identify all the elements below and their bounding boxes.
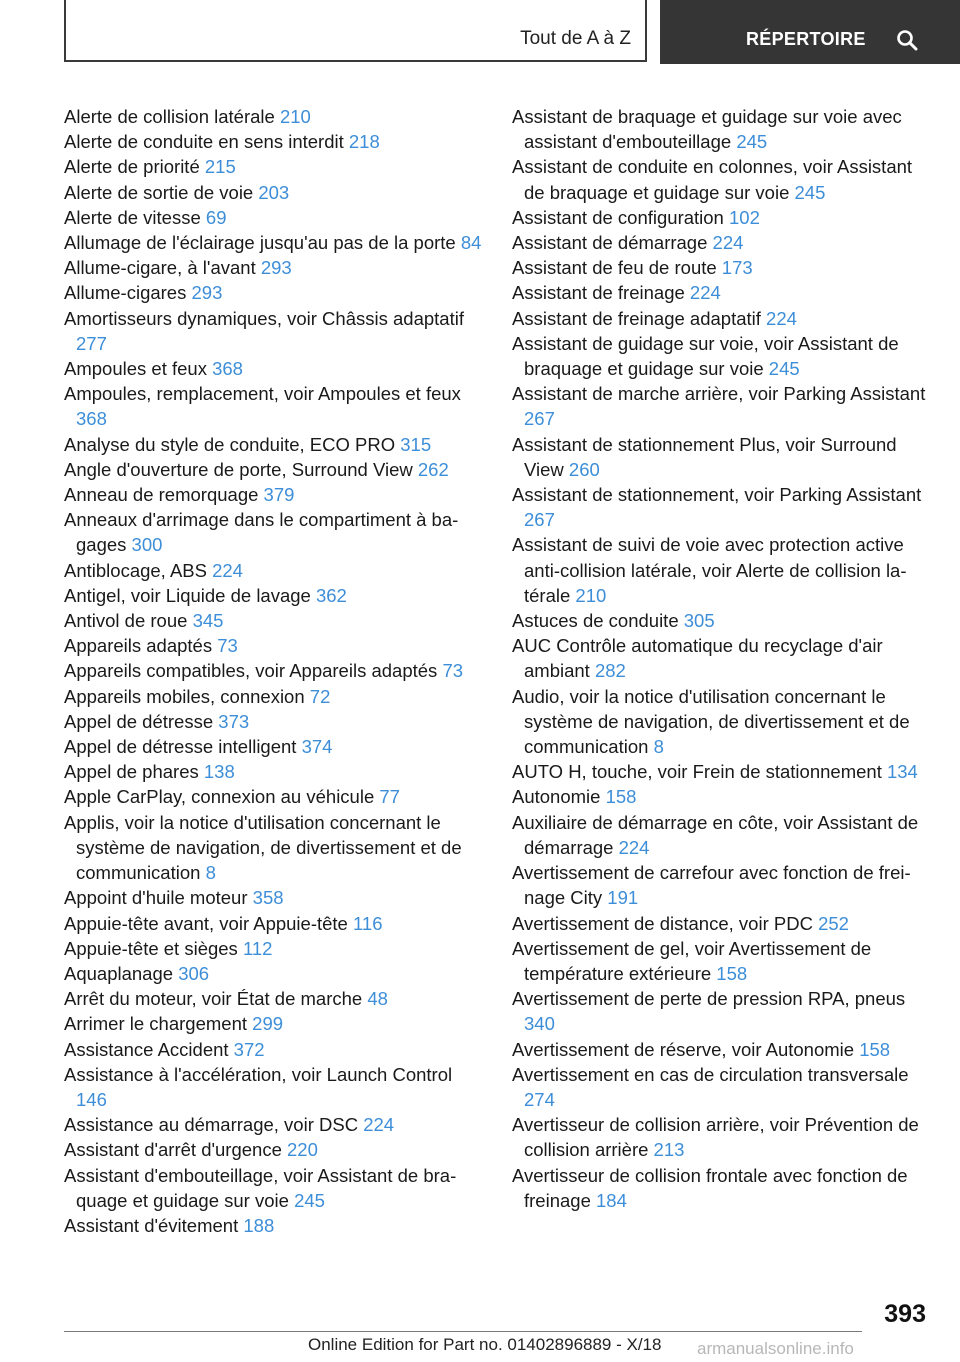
- index-entry: [64, 129, 482, 154]
- index-page-link[interactable]: 218: [348, 131, 380, 153]
- index-entry: [512, 331, 932, 381]
- index-page-link[interactable]: 210: [575, 584, 607, 606]
- index-entry: [64, 810, 482, 886]
- index-entry-text: Assistant de configuration: [512, 206, 724, 228]
- index-page-link[interactable]: 203: [258, 181, 290, 203]
- index-entry: [64, 633, 482, 658]
- index-entry-text: Avertissement de distance, voir PDC: [512, 912, 813, 934]
- index-entry: [512, 1163, 932, 1213]
- index-entry-text: Appareils compatibles, voir Appareils adaptés: [64, 660, 438, 682]
- index-page-link[interactable]: 262: [417, 458, 449, 480]
- index-entry: [64, 180, 482, 205]
- index-entry: [512, 759, 932, 784]
- index-entry-text: Allume-cigares: [64, 282, 187, 304]
- index-page-link[interactable]: 213: [653, 1139, 685, 1161]
- index-entry-text: Arrêt du moteur, voir État de marche: [64, 988, 363, 1010]
- index-entry-text: AUTO H, touche, voir Frein de stationnement: [512, 761, 882, 783]
- index-entry: [64, 381, 482, 431]
- index-page-link[interactable]: 191: [607, 887, 639, 909]
- tab-a-to-z[interactable]: [64, 0, 647, 62]
- index-entry: [512, 482, 932, 532]
- index-entry: [64, 784, 482, 809]
- index-column-right: [512, 104, 932, 1213]
- index-page-link[interactable]: 134: [886, 761, 918, 783]
- index-page-link[interactable]: 84: [460, 232, 482, 254]
- index-page-link[interactable]: 372: [233, 1038, 265, 1060]
- index-page-link[interactable]: 48: [367, 988, 388, 1010]
- index-page-link[interactable]: 215: [204, 156, 236, 178]
- index-page-link[interactable]: 300: [131, 534, 163, 556]
- index-page-link[interactable]: 340: [524, 1013, 555, 1035]
- index-entry: [512, 230, 932, 255]
- index-entry: [64, 1112, 482, 1137]
- index-entry: [512, 911, 932, 936]
- index-entry-text: Alerte de vitesse: [64, 206, 201, 228]
- index-entry: [64, 709, 482, 734]
- index-entry: [64, 759, 482, 784]
- index-entry-text: Appuie-tête et sièges: [64, 937, 238, 959]
- index-page-link[interactable]: 345: [192, 610, 224, 632]
- index-page-link[interactable]: 267: [524, 509, 555, 531]
- index-page-link[interactable]: 245: [768, 358, 800, 380]
- index-page-link[interactable]: 8: [653, 736, 664, 758]
- index-entry-text: Avertissement de perte de pression RPA, pneus: [512, 988, 906, 1010]
- index-page-link[interactable]: 224: [712, 232, 744, 254]
- index-entry-text: Appuie-tête avant, voir Appuie-tête: [64, 912, 348, 934]
- index-entry-text: Autonomie: [512, 786, 601, 808]
- index-entry-text: Assistant de guidage sur voie, voir Assistant de braquage et guidage sur voie: [512, 332, 899, 380]
- index-page-link[interactable]: 306: [178, 962, 210, 984]
- page-number: 393: [884, 1300, 926, 1328]
- index-entry-text: Aquaplanage: [64, 962, 174, 984]
- index-entry: [64, 482, 482, 507]
- index-entry-text: Assistant de stationnement Plus, voir Surround View: [512, 433, 897, 480]
- index-entry: [512, 684, 932, 760]
- index-entry-text: Avertissement de gel, voir Avertissement de température extérieure: [512, 937, 872, 984]
- index-page-link[interactable]: 210: [279, 106, 311, 127]
- index-page-link[interactable]: 173: [721, 257, 753, 279]
- index-entry: [64, 154, 482, 179]
- index-entry-text: Alerte de collision latérale: [64, 106, 275, 127]
- index-entry: [512, 306, 932, 331]
- index-entry-text: Assistant de freinage: [512, 282, 685, 304]
- index-page-link[interactable]: 305: [683, 610, 715, 632]
- index-page-link[interactable]: 315: [400, 433, 432, 455]
- index-page-link[interactable]: 368: [212, 358, 243, 380]
- index-entry-text: Avertisseur de collision arrière, voir Prévention de collision arrière: [512, 1114, 919, 1161]
- index-entry-text: Audio, voir la notice d'utilisation concernant le système de navigation, de divertissement et de communication: [512, 685, 910, 758]
- index-page-link[interactable]: 224: [766, 307, 797, 329]
- index-entry: [64, 280, 482, 305]
- index-entry: [512, 1037, 932, 1062]
- index-page-link[interactable]: 245: [736, 131, 768, 153]
- index-page-link[interactable]: 293: [191, 282, 223, 304]
- index-page-link[interactable]: 224: [618, 836, 650, 858]
- index-entry-text: Assistant de démarrage: [512, 232, 708, 254]
- index-entry-text: Avertissement de réserve, voir Autonomie: [512, 1038, 855, 1060]
- index-entry: [512, 784, 932, 809]
- index-entry-text: Assistant de stationnement, voir Parking Assistant: [512, 484, 922, 506]
- index-entry: [64, 306, 482, 356]
- index-entry-text: Allume-cigare, à l'avant: [64, 257, 256, 279]
- index-entry-text: Apple CarPlay, connexion au véhicule: [64, 786, 375, 808]
- index-entry: [64, 1163, 482, 1213]
- index-entry-text: Alerte de priorité: [64, 156, 200, 178]
- index-entry-text: Avertissement de carrefour avec fonction de freinage City: [512, 862, 911, 909]
- index-page-link[interactable]: 220: [287, 1139, 318, 1161]
- index-entry: [64, 684, 482, 709]
- index-entry-text: Alerte de sortie de voie: [64, 181, 254, 203]
- index-page-link[interactable]: 77: [379, 786, 400, 808]
- index-entry-text: Applis, voir la notice d'utilisation concernant le système de navigation, de divertissement et de communication: [64, 811, 462, 884]
- index-entry-text: Arrimer le chargement: [64, 1013, 248, 1035]
- index-entry: [512, 154, 932, 204]
- index-entry: [512, 104, 932, 154]
- index-page-link[interactable]: 358: [252, 887, 284, 909]
- index-entry-text: Allumage de l'éclairage jusqu'au pas de la porte: [64, 232, 456, 254]
- index-page-link[interactable]: 252: [818, 912, 849, 934]
- index-entry-text: Anneaux d'arrimage dans le compartiment à bagages: [64, 509, 459, 556]
- tab-index[interactable]: [660, 0, 960, 64]
- index-entry-text: Appel de détresse intelligent: [64, 736, 297, 758]
- index-entry: [512, 255, 932, 280]
- index-entry-text: Amortisseurs dynamiques, voir Châssis adaptatif: [64, 307, 464, 329]
- index-entry-text: Auxiliaire de démarrage en côte, voir Assistant de démarrage: [512, 811, 919, 858]
- index-page-link[interactable]: 368: [76, 408, 107, 430]
- index-entry: [64, 1213, 482, 1238]
- index-page-link[interactable]: 73: [442, 660, 464, 682]
- index-entry: [64, 936, 482, 961]
- index-entry: [64, 507, 482, 557]
- index-entry-text: Assistant d'évitement: [64, 1214, 239, 1236]
- index-entry: [64, 608, 482, 633]
- index-entry: [64, 457, 482, 482]
- index-entry: [64, 255, 482, 280]
- index-entry-text: Avertisseur de collision frontale avec fonction de freinage: [512, 1164, 908, 1211]
- index-entry-text: AUC Contrôle automatique du recyclage d'air ambiant: [512, 635, 883, 682]
- index-page-link[interactable]: 267: [524, 408, 555, 430]
- index-page-link[interactable]: 274: [524, 1088, 555, 1110]
- index-entry: [64, 104, 482, 129]
- index-page-link[interactable]: 188: [243, 1214, 275, 1236]
- index-page-link[interactable]: 293: [260, 257, 292, 279]
- footer-divider: [64, 1331, 862, 1332]
- index-entry: [64, 1011, 482, 1036]
- index-page-link[interactable]: 362: [315, 584, 347, 606]
- index-page-link[interactable]: 299: [252, 1013, 284, 1035]
- index-entry-text: Assistant d'embouteillage, voir Assistant de braquage et guidage sur voie: [64, 1164, 457, 1211]
- index-entry: [512, 1112, 932, 1162]
- index-page-link[interactable]: 158: [716, 962, 748, 984]
- index-entry: [512, 532, 932, 608]
- index-entry-text: Assistance Accident: [64, 1038, 229, 1060]
- index-page-link[interactable]: 158: [859, 1038, 891, 1060]
- index-page-link[interactable]: 72: [309, 685, 331, 707]
- index-entry-text: Appel de phares: [64, 761, 199, 783]
- index-entry-text: Assistant de freinage adaptatif: [512, 307, 761, 329]
- watermark: armanualsonline.info: [697, 1339, 854, 1358]
- index-entry: [64, 205, 482, 230]
- tab-index-label: RÉPERTOIRE: [746, 29, 866, 49]
- index-entry-text: Astuces de conduite: [512, 610, 679, 632]
- index-page-link[interactable]: 282: [594, 660, 626, 682]
- index-entry-text: Assistant d'arrêt d'urgence: [64, 1139, 282, 1161]
- index-page-link[interactable]: 158: [605, 786, 637, 808]
- index-entry-text: Alerte de conduite en sens interdit: [64, 131, 344, 153]
- index-entry-text: Ampoules et feux: [64, 358, 207, 380]
- index-page-link[interactable]: 379: [263, 484, 295, 506]
- index-entry-text: Angle d'ouverture de porte, Surround View: [64, 458, 413, 480]
- index-entry-text: Appel de détresse: [64, 710, 214, 732]
- index-page-link[interactable]: 184: [596, 1189, 627, 1211]
- index-page-link[interactable]: 73: [217, 635, 238, 657]
- index-entry-text: Analyse du style de conduite, ECO PRO: [64, 433, 396, 455]
- index-page-link[interactable]: 373: [218, 710, 250, 732]
- index-entry: [64, 1037, 482, 1062]
- index-entry: [64, 986, 482, 1011]
- index-entry-text: Appareils adaptés: [64, 635, 213, 657]
- index-entry: [64, 432, 482, 457]
- index-entry: [64, 230, 482, 255]
- index-entry: [64, 356, 482, 381]
- index-entry: [64, 734, 482, 759]
- index-page-link[interactable]: 374: [301, 736, 333, 758]
- index-entry: [512, 633, 932, 683]
- index-entry: [512, 1062, 932, 1112]
- index-page-link[interactable]: 138: [203, 761, 235, 783]
- index-page-link[interactable]: 245: [794, 181, 826, 203]
- index-entry-text: Assistant de suivi de voie avec protection active anti-collision latérale, voir Alerte de collision latérale: [512, 534, 907, 606]
- index-column-left: [64, 104, 482, 1238]
- index-entry: [64, 1137, 482, 1162]
- index-page-link[interactable]: 224: [212, 559, 243, 581]
- index-page-link[interactable]: 224: [689, 282, 721, 304]
- index-entry: [512, 860, 932, 910]
- index-entry-text: Antivol de roue: [64, 610, 188, 632]
- index-entry: [512, 810, 932, 860]
- index-entry: [512, 205, 932, 230]
- index-entry-text: Appoint d'huile moteur: [64, 887, 248, 909]
- index-page-link[interactable]: 116: [353, 912, 383, 934]
- index-entry: [64, 911, 482, 936]
- index-entry: [64, 583, 482, 608]
- index-entry: [64, 658, 482, 683]
- index-entry: [512, 280, 932, 305]
- tab-a-to-z-label: Tout de A à Z: [520, 28, 631, 49]
- index-page-link[interactable]: 260: [568, 458, 600, 480]
- index-entry-text: Ampoules, remplacement, voir Ampoules et feux: [64, 383, 461, 405]
- index-entry-text: Antigel, voir Liquide de lavage: [64, 584, 311, 606]
- index-page-link[interactable]: 277: [76, 332, 107, 354]
- index-entry-text: Assistance au démarrage, voir DSC: [64, 1114, 359, 1136]
- edition-note: Online Edition for Part no. 01402896889 - X/18: [308, 1335, 662, 1354]
- index-entry-text: Assistance à l'accélération, voir Launch Control: [64, 1063, 453, 1085]
- index-entry: [64, 1062, 482, 1112]
- index-entry: [512, 432, 932, 482]
- index-page-link[interactable]: 146: [76, 1088, 107, 1110]
- search-icon[interactable]: [896, 29, 918, 51]
- index-entry: [64, 961, 482, 986]
- index-page-link[interactable]: 102: [729, 206, 760, 228]
- index-page-link[interactable]: 112: [242, 937, 273, 959]
- index-entry-text: Assistant de conduite en colonnes, voir Assistant de braquage et guidage sur voie: [512, 156, 913, 203]
- index-entry-text: Appareils mobiles, connexion: [64, 685, 305, 707]
- index-entry-text: Assistant de marche arrière, voir Parking Assistant: [512, 383, 926, 405]
- index-entry-text: Antiblocage, ABS: [64, 559, 207, 581]
- index-entry-text: Anneau de remorquage: [64, 484, 259, 506]
- index-entry: [512, 986, 932, 1036]
- index-entry: [512, 608, 932, 633]
- index-page-link[interactable]: 245: [294, 1189, 325, 1211]
- index-page-link[interactable]: 224: [363, 1114, 395, 1136]
- index-entry-text: Assistant de braquage et guidage sur voie avec assistant d'embouteillage: [512, 106, 902, 153]
- index-entry: [64, 558, 482, 583]
- index-entry-text: Assistant de feu de route: [512, 257, 717, 279]
- index-entry: [64, 885, 482, 910]
- index-entry: [512, 381, 932, 431]
- index-entry-text: Avertissement en cas de circulation transversale: [512, 1063, 909, 1085]
- index-page-link[interactable]: 69: [205, 206, 227, 228]
- index-entry: [512, 936, 932, 986]
- index-page-link[interactable]: 8: [205, 862, 216, 884]
